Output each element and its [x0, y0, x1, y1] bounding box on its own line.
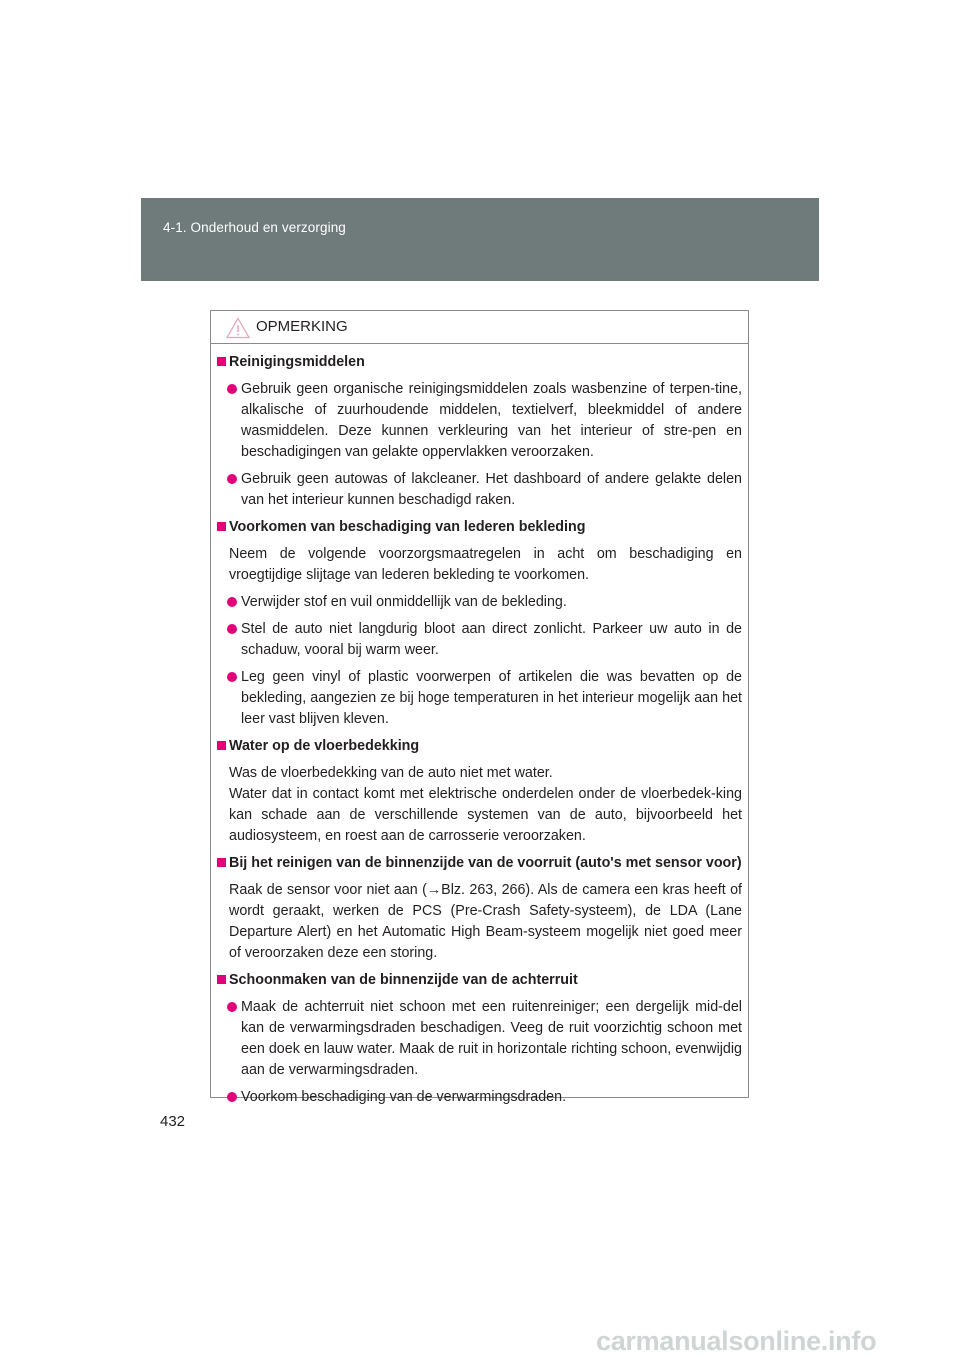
heading-rear-window: Schoonmaken van de binnenzijde van de achterruit [217, 970, 742, 991]
list-item: Gebruik geen autowas of lakcleaner. Het dashboard of andere gelakte delen van het interieur kunnen beschadigd raken. [217, 469, 742, 511]
warning-triangle-icon [226, 317, 250, 339]
dot-bullet-icon [227, 1002, 237, 1012]
paragraph: Raak de sensor voor niet aan (→Blz. 263, 266). Als de camera een kras heeft of wordt geraakt, werken de PCS (Pre-Crash Safety-systeem), de LDA (Lane Departure Alert) en het Automatic High Beam-systeem mogelijk niet goed meer of veroorzaken deze een storing. [229, 882, 742, 961]
heading-floor-water: Water op de vloerbedekking [217, 736, 742, 757]
heading-cleaning-agents: Reinigingsmiddelen [217, 352, 742, 373]
notice-header [211, 311, 748, 344]
square-bullet-icon [217, 522, 226, 531]
list-item: Maak de achterruit niet schoon met een ruitenreiniger; een dergelijk mid-del kan de verwarmingsdraden beschadigen. Veeg de ruit voorzichtig schoon met een doek en lauw water. Maak de ruit in horizontale richting schoon, evenwijdig aan de verwarmingsdraden. [217, 997, 742, 1081]
dot-bullet-icon [227, 624, 237, 634]
list-item: Gebruik geen organische reinigingsmiddelen zoals wasbenzine of terpen-tine, alkalische of zuurhoudende middelen, textielverf, bleekmiddel of andere wasmiddelen. Deze kunnen verkleuring van het interieur of stre-pen en beschadigingen van gelakte oppervlakken veroorzaken. [217, 379, 742, 463]
header-band [141, 198, 819, 281]
square-bullet-icon [217, 858, 226, 867]
square-bullet-icon [217, 357, 226, 366]
dot-bullet-icon [227, 384, 237, 394]
page-number: 432 [160, 1113, 186, 1130]
list-item: Leg geen vinyl of plastic voorwerpen of artikelen die was bevatten op de bekleding, aangezien ze bij hoge temperaturen in het interieur mogelijk aan het leer vast blijven kleven. [217, 667, 742, 730]
paragraph: Was de vloerbedekking van de auto niet met water. [229, 765, 553, 781]
notice-body [211, 344, 748, 1108]
list-item: Verwijder stof en vuil onmiddellijk van de bekleding. [217, 592, 742, 613]
dot-bullet-icon [227, 672, 237, 682]
dot-bullet-icon [227, 474, 237, 484]
paragraph: Water dat in contact komt met elektrische onderdelen onder de vloerbedek-king kan schade aan de verschillende systemen van de auto, bijvoorbeeld het audiosysteem, en roest aan de carrosserie veroorzaken. [229, 786, 742, 844]
list-item: Voorkom beschadiging van de verwarmingsdraden. [217, 1087, 742, 1108]
list-item: Stel de auto niet langdurig bloot aan direct zonlicht. Parkeer uw auto in de schaduw, vooral bij warm weer. [217, 619, 742, 661]
heading-leather-protection: Voorkomen van beschadiging van lederen bekleding [217, 517, 742, 538]
square-bullet-icon [217, 741, 226, 750]
dot-bullet-icon [227, 1092, 237, 1102]
paragraph: Neem de volgende voorzorgsmaatregelen in acht om beschadiging en vroegtijdige slijtage van lederen bekleding te voorkomen. [229, 546, 742, 583]
section-title: 4-1. Onderhoud en verzorging [163, 220, 346, 235]
heading-windshield-sensor: Bij het reinigen van de binnenzijde van de voorruit (auto's met sensor voor) [217, 853, 742, 874]
dot-bullet-icon [227, 597, 237, 607]
square-bullet-icon [217, 975, 226, 984]
notice-title: OPMERKING [256, 318, 348, 335]
watermark[interactable]: carmanualsonline.info [596, 1326, 877, 1356]
notice-box [210, 310, 749, 1105]
